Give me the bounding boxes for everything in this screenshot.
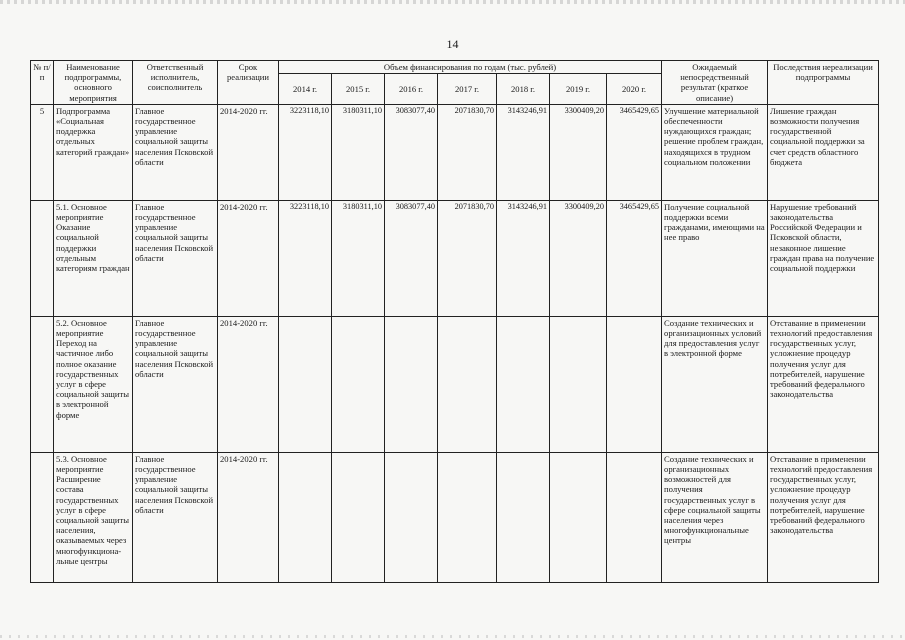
table-row [31, 316, 879, 452]
header-year: 2016 г. [385, 74, 438, 104]
header-no: № п/п [31, 61, 54, 105]
cell-value [497, 452, 550, 582]
scan-edge-top [0, 0, 905, 4]
cell-responsible: Главное государственное управление социальной защиты населения Псковской области [133, 316, 218, 452]
header-year: 2015 г. [332, 74, 385, 104]
header-year: 2017 г. [438, 74, 497, 104]
program-table [30, 60, 879, 583]
header-term: Срок реализации [218, 61, 279, 105]
cell-result: Улучшение материальной обеспеченности нуждающихся граждан; решение проблем граждан, находящихся в трудном социальном положении [662, 104, 768, 200]
table-row [31, 200, 879, 316]
cell-value: 3180311,10 [332, 104, 385, 200]
cell-term: 2014-2020 гг. [218, 316, 279, 452]
cell-value [497, 316, 550, 452]
cell-no: 5 [31, 104, 54, 200]
cell-result: Получение социальной поддержки всеми гражданами, имеющими на нее право [662, 200, 768, 316]
cell-term: 2014-2020 гг. [218, 452, 279, 582]
cell-value [279, 316, 332, 452]
table-row [31, 452, 879, 582]
header-consequences: Последствия нереализации подпрограммы [768, 61, 879, 105]
cell-name: 5.2. Основное мероприятие Переход на частичное либо полное оказание государственных услуг в сфере социальной защиты в электронной форме [54, 316, 133, 452]
header-year: 2018 г. [497, 74, 550, 104]
cell-name: Подпрограмма «Социальная поддержка отдельных категорий граждан» [54, 104, 133, 200]
cell-consequences: Отставание в применении технологий предоставления государственных услуг, усложнение процедур получения услуг для потребителей, нарушение требований федерального законодательства [768, 316, 879, 452]
table-header [31, 61, 879, 105]
cell-value: 3223118,10 [279, 200, 332, 316]
cell-value [607, 316, 662, 452]
cell-responsible: Главное государственное управление социальной защиты населения Псковской области [133, 104, 218, 200]
header-responsible: Ответственный исполнитель, соисполнитель [133, 61, 218, 105]
cell-value: 3465429,65 [607, 104, 662, 200]
cell-value: 3300409,20 [550, 200, 607, 316]
cell-value: 2071830,70 [438, 200, 497, 316]
cell-value: 3083077,40 [385, 104, 438, 200]
cell-responsible: Главное государственное управление социальной защиты населения Псковской области [133, 200, 218, 316]
cell-consequences: Нарушение требований законодательства Российской Федерации и Псковской области, незаконное лишение граждан права на получение социальной поддержки [768, 200, 879, 316]
scan-edge-bottom [0, 635, 905, 638]
cell-value: 3465429,65 [607, 200, 662, 316]
cell-no [31, 200, 54, 316]
header-year: 2020 г. [607, 74, 662, 104]
cell-value [550, 452, 607, 582]
cell-value: 2071830,70 [438, 104, 497, 200]
header-name: Наименование подпрограммы, основного мероприятия [54, 61, 133, 105]
cell-value [385, 452, 438, 582]
cell-no [31, 316, 54, 452]
header-result: Ожидаемый непосредственный результат (краткое описание) [662, 61, 768, 105]
cell-responsible: Главное государственное управление социальной защиты населения Псковской области [133, 452, 218, 582]
cell-term: 2014-2020 гг. [218, 104, 279, 200]
cell-value [550, 316, 607, 452]
cell-term: 2014-2020 гг. [218, 200, 279, 316]
header-year: 2014 г. [279, 74, 332, 104]
cell-value [438, 316, 497, 452]
cell-value [332, 452, 385, 582]
cell-name: 5.1. Основное мероприятие Оказание социальной поддержки отдельным категориям граждан [54, 200, 133, 316]
cell-value [385, 316, 438, 452]
cell-value [438, 452, 497, 582]
cell-value: 3143246,91 [497, 104, 550, 200]
cell-name: 5.3. Основное мероприятие Расширение состава государственных услуг в сфере социальной защиты населения, оказываемых через многофункциона-льные центры [54, 452, 133, 582]
header-funding: Объем финансирования по годам (тыс. рублей) [279, 61, 662, 74]
cell-consequences: Отставание в применении технологий предоставления государственных услуг, усложнение процедур получения услуг для потребителей, нарушение требований федерального законодательства [768, 452, 879, 582]
cell-result: Создание технических и организационных возможностей для получения государственных услуг в сфере социальной защиты населения через многофункциональные центры [662, 452, 768, 582]
cell-value: 3143246,91 [497, 200, 550, 316]
cell-result: Создание технических и организационных условий для предоставления услуг в электронной форме [662, 316, 768, 452]
cell-value [279, 452, 332, 582]
cell-value: 3180311,10 [332, 200, 385, 316]
cell-consequences: Лишение граждан возможности получения государственной социальной поддержки за счет средств областного бюджета [768, 104, 879, 200]
cell-value: 3083077,40 [385, 200, 438, 316]
cell-value [607, 452, 662, 582]
cell-no [31, 452, 54, 582]
page-number: 14 [446, 37, 459, 51]
header-year: 2019 г. [550, 74, 607, 104]
cell-value [332, 316, 385, 452]
table-row [31, 104, 879, 200]
cell-value: 3223118,10 [279, 104, 332, 200]
cell-value: 3300409,20 [550, 104, 607, 200]
